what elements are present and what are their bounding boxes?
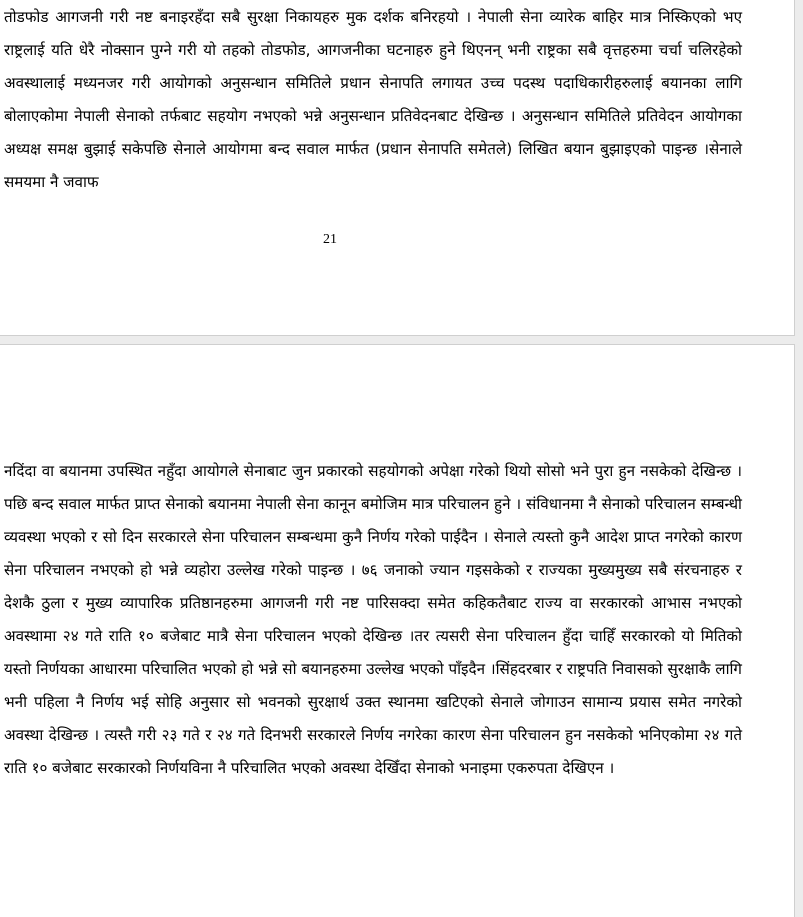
document-page-22: [0, 344, 795, 917]
page-22-paragraph: नदिंदा वा बयानमा उपस्थित नहुँदा आयोगले सेनाबाट जुन प्रकारको सहयोगको अपेक्षा गरेको थियो सोसो भने पुरा हुन नसकेको देखिन्छ । पछि बन्द सवाल मार्फत प्राप्त सेनाको बयानमा नेपाली सेना कानून बमोजिम मात्र परिचालन हुने । संविधानमा नै सेनाको परिचालन सम्बन्धी व्यवस्था भएको र सो दिन सरकारले सेना परिचालन सम्बन्धमा कुनै निर्णय गरेको पाईदैन । सेनाले त्यस्तो कुनै आदेश प्राप्त नगरेको कारण सेना परिचालन नभएको हो भन्ने व्यहोरा उल्लेख गरेको पाइन्छ । ७६ जनाको ज्यान गइसकेको र राज्यका मुख्यमुख्य सबै संरचनाहरु र देशकै ठुला र मुख्य व्यापारिक प्रतिष्ठानहरुमा आगजनी गरी नष्ट पारिसक्दा समेत कहिकतैबाट राज्य वा सरकारको आभास नभएको अवस्थामा २४ गते राति १० बजेबाट मात्रै सेना परिचालन भएको देखिन्छ ।तर त्यसरी सेना परिचालन हुँदा चाहिँ सरकारको यो मितिको यस्तो निर्णयका आधारमा परिचालित भएको हो भन्ने सो बयानहरुमा उल्लेख भएको पाँइदैन ।सिंहदरबार र राष्ट्रपति निवासको सुरक्षाकै लागि भनी पहिला नै निर्णय भई सोहि अनुसार सो भवनको सुरक्षार्थ उक्त स्थानमा खटिएको सेनाले जोगाउन सामान्य प्रयास समेत नगरेको अवस्था देखिन्छ । त्यस्तै गरी २३ गते र २४ गते दिनभरी सरकारले निर्णय नगरेका कारण सेना परिचालन हुन नसकेको भनिएकोमा २४ गते राति १० बजेबाट सरकारको निर्णयविना नै परिचालित भएको अवस्था देखिँदा सेनाको भनाइमा एकरुपता देखिएन ।: [4, 462, 742, 777]
page-21-paragraph: तोडफोड आगजनी गरी नष्ट बनाइरहँदा सबै सुरक्षा निकायहरु मुक दर्शक बनिरहयो । नेपाली सेना व्यारेक बाहिर मात्र निस्किएको भए राष्ट्रलाई यति धेरै नोक्सान पुग्ने गरी यो तहको तोडफोड, आगजनीका घटनाहरु हुने थिएनन् भनी राष्ट्रका सबै वृत्तहरुमा चर्चा चलिरहेको अवस्थालाई मध्यनजर गरी आयोगको अनुसन्धान समितिले प्रधान सेनापति लगायत उच्च पदस्थ पदाधिकारीहरुलाई बयानका लागि बोलाएकोमा नेपाली सेनाको तर्फबाट सहयोग नभएको भन्ने अनुसन्धान प्रतिवेदनबाट देखिन्छ । अनुसन्धान समितिले प्रतिवेदन आयोगका अध्यक्ष समक्ष बुझाई सकेपछि सेनाले आयोगमा बन्द सवाल मार्फत (प्रधान सेनापति समेतले) लिखित बयान बुझाइएको पाइन्छ ।सेनाले समयमा नै जवाफ: [4, 8, 742, 191]
page-number: 21: [323, 232, 337, 247]
document-page-21: [0, 0, 795, 336]
